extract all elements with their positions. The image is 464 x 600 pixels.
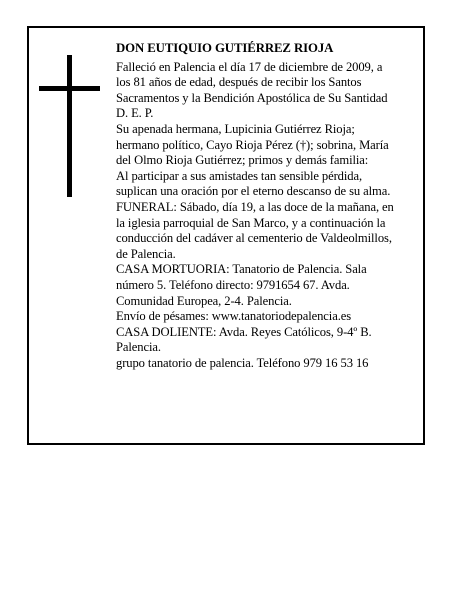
notice-line: del Olmo Rioja Gutiérrez; primos y demás familia:: [116, 153, 369, 168]
deceased-name: DON EUTIQUIO GUTIÉRREZ RIOJA: [116, 41, 334, 55]
notice-line: conducción del cadáver al cementerio de Valdeolmillos,: [116, 231, 392, 246]
notice-line: grupo tanatorio de palencia. Teléfono 979 16 53 16: [116, 355, 369, 370]
notice-line: la iglesia parroquial de San Marco, y a continuación la: [116, 215, 386, 230]
notice-line: D. E. P.: [116, 106, 154, 121]
notice-line: de Palencia.: [116, 246, 176, 261]
notice-line: los 81 años de edad, después de recibir los Santos: [116, 75, 362, 90]
notice-line: Falleció en Palencia el día 17 de diciembre de 2009, a: [116, 59, 383, 74]
latin-cross-icon: [29, 28, 109, 218]
notice-line: Envío de pésames: www.tanatoriodepalencia.es: [116, 309, 352, 324]
obituary-notice: [27, 26, 425, 445]
notice-line: CASA DOLIENTE: Avda. Reyes Católicos, 9-4º B.: [116, 324, 372, 339]
cross-horizontal-bar: [39, 86, 100, 91]
notice-line: número 5. Teléfono directo: 9791654 67. Avda.: [116, 277, 350, 292]
notice-line: Palencia.: [116, 340, 161, 355]
notice-line: FUNERAL: Sábado, día 19, a las doce de la mañana, en: [116, 199, 394, 214]
notice-line: Comunidad Europea, 2-4. Palencia.: [116, 293, 292, 308]
obituary-text: [116, 41, 421, 371]
notice-line: suplican una oración por el eterno descanso de su alma.: [116, 184, 391, 199]
notice-line: Al participar a sus amistades tan sensible pérdida,: [116, 168, 363, 183]
notice-line: hermano político, Cayo Rioja Pérez (†); sobrina, María: [116, 137, 389, 152]
notice-line: CASA MORTUORIA: Tanatorio de Palencia. Sala: [116, 262, 367, 277]
notice-line: Sacramentos y la Bendición Apostólica de Su Santidad: [116, 90, 388, 105]
cross-vertical-bar: [67, 55, 72, 197]
notice-line: Su apenada hermana, Lupicinia Gutiérrez Rioja;: [116, 121, 355, 136]
